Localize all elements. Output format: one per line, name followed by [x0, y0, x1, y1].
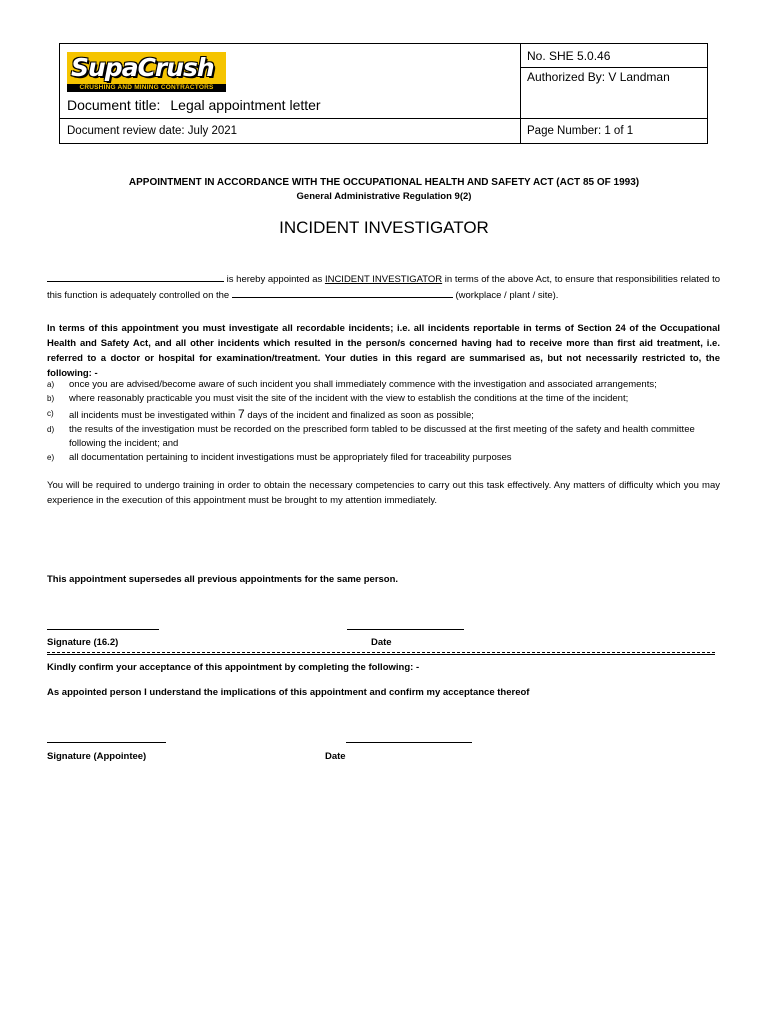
- header-divider: [521, 67, 707, 68]
- logo-tagline: CRUSHING AND MINING CONTRACTORS: [67, 84, 226, 92]
- page-number: Page Number: 1 of 1: [527, 125, 634, 137]
- document-header: [59, 43, 708, 144]
- document-title-value: Legal appointment letter: [170, 97, 321, 113]
- confirm-prompt: Kindly confirm your acceptance of this appointment by completing the following: -: [47, 662, 420, 673]
- date-line[interactable]: [347, 629, 464, 630]
- logo-wordmark-bg: [67, 52, 226, 84]
- appointee-name-blank[interactable]: [47, 272, 224, 282]
- list-item: [47, 423, 720, 452]
- list-item-text: all documentation pertaining to incident investigations must be appropriately filed for traceability purposes: [69, 452, 512, 464]
- signature-label: Signature (Appointee): [47, 751, 147, 762]
- list-marker: b): [47, 394, 55, 404]
- list-item: [47, 407, 720, 423]
- review-date: Document review date: July 2021: [67, 125, 238, 137]
- supersedes-notice: This appointment supersedes all previous appointments for the same person.: [47, 574, 399, 585]
- duties-list: [47, 378, 720, 466]
- list-item-text: once you are advised/become aware of such incident you shall immediately commence with the investigation and associated arrangements;: [69, 379, 657, 390]
- list-marker: d): [47, 424, 55, 434]
- p1-text-a: is hereby appointed as: [226, 274, 323, 285]
- date-label: Date: [371, 637, 392, 648]
- supacrush-logo: [67, 52, 226, 91]
- workplace-blank[interactable]: [232, 288, 453, 298]
- role-name: INCIDENT INVESTIGATOR: [324, 274, 443, 285]
- signature-line[interactable]: [47, 742, 166, 743]
- list-item: [47, 451, 720, 465]
- signature-label: Signature (16.2): [47, 637, 119, 648]
- document-title: [67, 97, 321, 113]
- document-number: No. SHE 5.0.46: [527, 49, 611, 63]
- list-item-text: [69, 407, 720, 423]
- separator-line: [47, 654, 715, 655]
- appointment-title: INCIDENT INVESTIGATOR: [279, 218, 489, 237]
- appointment-paragraph: [47, 272, 720, 304]
- date-label: Date: [325, 751, 346, 762]
- separator-line: [47, 652, 715, 653]
- p1-text-c: (workplace / plant / site).: [455, 290, 559, 301]
- list-item-text: where reasonably practicable you must visit the site of the incident with the view to establish the conditions at the time of the incident;: [69, 393, 629, 405]
- training-paragraph: You will be required to undergo training in order to obtain the necessary competencies to carry out this task effectively. Any matters of difficulty which you may experience in the execution of this appointment must be brought to my attention immediately.: [47, 480, 720, 506]
- header-divider: [521, 118, 707, 119]
- list-item: [47, 378, 720, 392]
- date-line[interactable]: [346, 742, 472, 743]
- list-item-text: the results of the investigation must be recorded on the prescribed form tabled to be discussed at the first meeting of the safety and health committee following the incident; and: [69, 423, 695, 450]
- duties-intro-paragraph: In terms of this appointment you must investigate all recordable incidents; i.e. all incidents reportable in terms of Section 24 of the Occupational Health and Safety Act, and all other incidents which resulted in the person/s concerned having had to receive more than first aid treatment, i.e. referred to a doctor or hospital for examination/treatment. Your duties in this regard are summarised as, but not necessarily restricted to, the following: -: [47, 323, 720, 379]
- logo-wordmark: SupaCrush: [71, 53, 214, 82]
- list-marker: e): [47, 453, 55, 463]
- header-divider: [60, 118, 520, 119]
- list-item-text-b: days of the incident and finalized as soon as possible;: [247, 409, 474, 421]
- document-title-label: Document title:: [67, 97, 161, 113]
- authorized-by: Authorized By: V Landman: [527, 70, 670, 84]
- days-count: 7: [237, 406, 245, 421]
- list-marker: a): [47, 380, 55, 389]
- act-heading: APPOINTMENT IN ACCORDANCE WITH THE OCCUPATIONAL HEALTH AND SAFETY ACT (ACT 85 OF 1993): [128, 177, 640, 188]
- list-item: [47, 392, 720, 406]
- list-item-text-a: all incidents must be investigated within: [69, 409, 236, 421]
- signature-line[interactable]: [47, 629, 159, 630]
- list-marker: c): [47, 408, 54, 418]
- acceptance-statement: As appointed person I understand the implications of this appointment and confirm my acceptance thereof: [47, 687, 530, 698]
- regulation-heading: General Administrative Regulation 9(2): [296, 191, 472, 202]
- p1-text-b: in terms of the above Act, to ensure that responsibilities related to this function is adequately controlled on the: [47, 274, 721, 301]
